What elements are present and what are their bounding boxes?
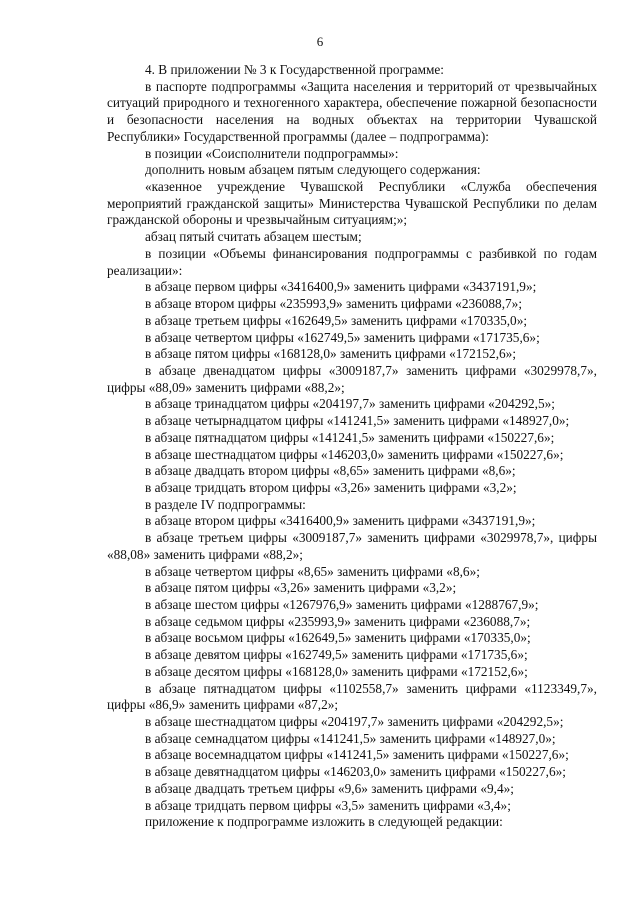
paragraph: в абзаце пятом цифры «168128,0» заменить цифрами «172152,6»; [145,346,517,362]
paragraph: «казенное учреждение Чувашской Республики «Служба обеспечения мероприятий гражданской защиты» Министерства Чувашской Республики по делам гражданской обороны и чрезвычайным ситуациям;»; [107,179,597,228]
paragraph: в абзаце шестнадцатом цифры «204197,7» заменить цифрами «204292,5»; [145,714,564,730]
paragraph: в абзаце девятнадцатом цифры «146203,0» заменить цифрами «150227,6»; [145,764,566,780]
paragraph: в абзаце третьем цифры «162649,5» заменить цифрами «170335,0»; [145,312,528,328]
paragraph: приложение к подпрограмме изложить в следующей редакции: [145,814,503,830]
paragraph: в абзаце пятнадцатом цифры «1102558,7» заменить цифрами «1123349,7», цифры «86,9» заменить цифрами «87,2»; [107,680,597,713]
paragraph: в абзаце первом цифры «3416400,9» заменить цифрами «3437191,9»; [145,279,537,295]
paragraph: в абзаце двадцать третьем цифры «9,6» заменить цифрами «9,4»; [145,780,514,796]
paragraph: в абзаце тридцать первом цифры «3,5» заменить цифрами «3,4»; [145,797,511,813]
paragraph: дополнить новым абзацем пятым следующего содержания: [145,162,481,178]
paragraph: абзац пятый считать абзацем шестым; [145,229,362,245]
paragraph: в абзаце семнадцатом цифры «141241,5» заменить цифрами «148927,0»; [145,730,556,746]
paragraph: в абзаце тридцать втором цифры «3,26» заменить цифрами «3,2»; [145,479,517,495]
paragraph: в абзаце третьем цифры «3009187,7» заменить цифрами «3029978,7», цифры «88,08» заменить цифрами «88,2»; [107,530,597,562]
paragraph: в абзаце шестом цифры «1267976,9» заменить цифрами «1288767,9»; [145,597,539,612]
paragraph: 4. В приложении № 3 к Государственной программе: [145,62,445,77]
paragraph: в абзаце шестнадцатом цифры «146203,0» заменить цифрами «150227,6»; [145,446,564,462]
paragraph: в абзаце двенадцатом цифры «3009187,7» заменить цифрами «3029978,7», цифры «88,09» заменить цифрами «88,2»; [107,362,597,395]
paragraph: в абзаце втором цифры «3416400,9» заменить цифрами «3437191,9»; [145,513,536,529]
page-number: 6 [316,34,324,49]
paragraph: в позиции «Объемы финансирования подпрограммы с разбивкой по годам реализации»: [107,245,597,278]
paragraph: в паспорте подпрограммы «Защита населения и территорий от чрезвычайных ситуаций природного и техногенного характера, обеспечение пожарной безопасности и безопасности населения на водных объектах на территории Чувашской Республики» Государственной программы (далее – подпрограмма): [107,78,597,144]
paragraph: в абзаце пятнадцатом цифры «141241,5» заменить цифрами «150227,6»; [145,429,555,445]
paragraph: в абзаце четырнадцатом цифры «141241,5» заменить цифрами «148927,0»; [145,413,570,429]
paragraph: в абзаце девятом цифры «162749,5» заменить цифрами «171735,6»; [145,647,528,663]
paragraph: в абзаце десятом цифры «168128,0» заменить цифрами «172152,6»; [145,663,528,679]
paragraph: в абзаце тринадцатом цифры «204197,7» заменить цифрами «204292,5»; [145,396,555,412]
paragraph: в абзаце втором цифры «235993,9» заменить цифрами «236088,7»; [145,296,523,312]
paragraph: в абзаце четвертом цифры «8,65» заменить цифрами «8,6»; [145,563,480,579]
document-body [107,62,597,831]
paragraph: в абзаце восемнадцатом цифры «141241,5» заменить цифрами «150227,6»; [145,747,569,763]
paragraph: в абзаце седьмом цифры «235993,9» заменить цифрами «236088,7»; [145,613,531,629]
paragraph: в абзаце двадцать втором цифры «8,65» заменить цифрами «8,6»; [145,463,516,479]
paragraph: в абзаце четвертом цифры «162749,5» заменить цифрами «171735,6»; [145,329,540,345]
paragraph: в разделе IV подпрограммы: [145,496,306,512]
paragraph: в абзаце пятом цифры «3,26» заменить цифрами «3,2»; [145,580,457,596]
paragraph: в абзаце восьмом цифры «162649,5» заменить цифрами «170335,0»; [145,630,531,646]
paragraph: в позиции «Соисполнители подпрограммы»: [145,145,399,161]
